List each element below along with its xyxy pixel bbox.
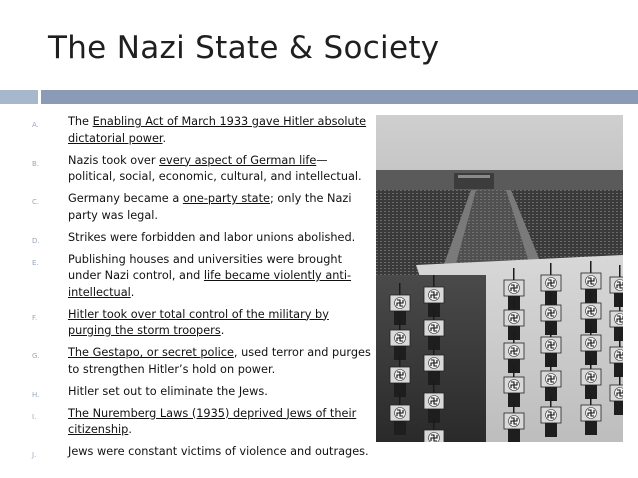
bullet-text: —political, social, economic, cultural, and intellectual.: [68, 153, 362, 183]
rally-photo-image: [376, 115, 623, 442]
bullet-item: [0, 307, 372, 340]
bullet-text: Jews were constant victims of violence and outrages.: [68, 445, 369, 458]
bullet-item: [0, 153, 372, 186]
bullet-text: Strikes were forbidden and labor unions abolished.: [68, 230, 356, 244]
bullet-text-underlined: life became violently anti-intellectual: [68, 269, 352, 299]
bullet-item: [0, 345, 372, 378]
rally-photo: [376, 115, 623, 442]
bullet-text: Germany became a: [68, 192, 183, 205]
bullet-text: .: [162, 131, 167, 145]
bullet-text: .: [128, 423, 132, 436]
accent-bar-right: [41, 90, 638, 104]
bullet-text: , used terror and purges to strengthen Hitler’s hold on power.: [68, 346, 371, 376]
bullet-text: Hitler set out to eliminate the Jews.: [68, 384, 268, 398]
bullet-item: [0, 230, 372, 247]
bullet-marker: G.: [32, 352, 40, 360]
bullet-marker: F.: [32, 313, 38, 322]
bullet-text: .: [220, 324, 225, 337]
bullet-text-underlined: The Gestapo, or secret police: [68, 346, 234, 359]
bullet-marker: B.: [32, 159, 40, 168]
bullet-item: [0, 406, 372, 439]
bullet-text-underlined: every aspect of German life: [159, 153, 317, 167]
bullet-item: [0, 444, 372, 461]
bullet-item: [0, 252, 372, 302]
bullet-text-underlined: Enabling Act of March 1933 gave Hitler absolute dictatorial power: [68, 115, 367, 145]
bullet-marker: H.: [32, 390, 40, 399]
bullet-text: ; only the Nazi party was legal.: [68, 192, 352, 222]
bullet-text: Nazis took over: [68, 153, 160, 167]
bullet-text: The: [68, 115, 93, 128]
bullet-marker: A.: [32, 121, 39, 129]
bullet-list: [0, 114, 372, 466]
bullet-marker: J.: [32, 451, 37, 459]
bullet-marker: C.: [32, 198, 40, 206]
bullet-text-underlined: The Nuremberg Laws (1935) deprived Jews of their citizenship: [68, 406, 357, 436]
bullet-marker: I.: [32, 412, 37, 421]
bullet-text: Publishing houses and universities were brought under Nazi control, and: [68, 252, 342, 282]
bullet-text-underlined: Hitler took over total control of the military by purging the storm troopers: [68, 307, 329, 337]
bullet-text-underlined: one-party state: [182, 192, 270, 205]
bullet-marker: E.: [32, 258, 39, 267]
bullet-text: .: [130, 285, 135, 299]
bullet-marker: D.: [32, 236, 40, 245]
bullet-item: [0, 384, 372, 401]
bullet-item: [0, 114, 372, 147]
slide-title: The Nazi State & Society: [48, 30, 440, 66]
accent-bar-left: [0, 90, 38, 104]
bullet-item: [0, 191, 372, 224]
